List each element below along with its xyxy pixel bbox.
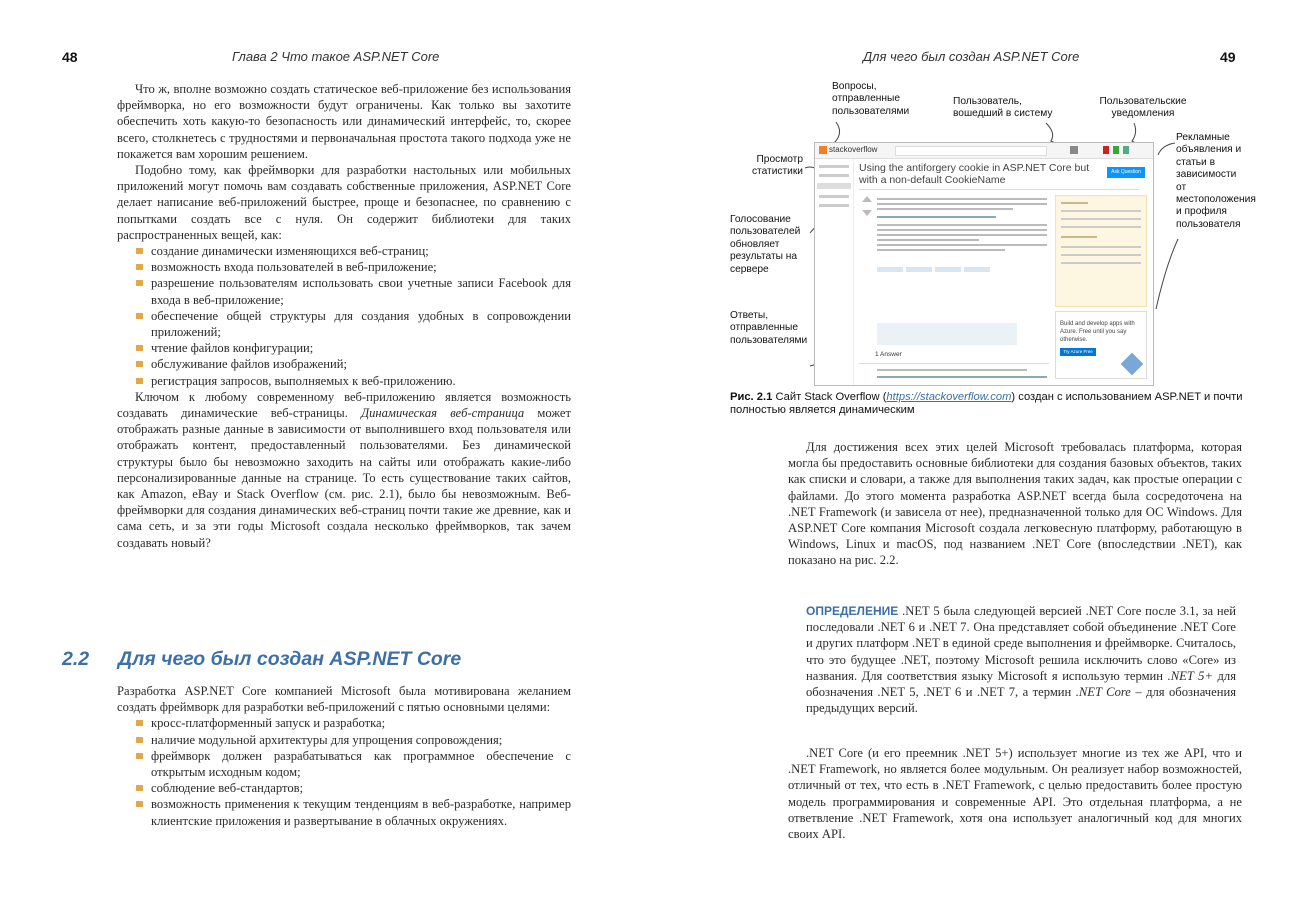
ad-button[interactable]: Try Azure Free bbox=[1060, 348, 1096, 356]
text-line bbox=[877, 249, 1005, 251]
text: может отображать разные данные в зависимости от выполнившего вход пользователя или отображать контент, предоставленный пользователями. Без динамической структуры было бы невозможно заходить на сайты или отображать какие-либо персонализированные данные на странице. То есть существование таких сайтов, как Amazon, eBay и Stack Overflow (см. рис. 2.1), было бы невозможным. Веб-фреймворки для создания динамических веб-страниц почти такие же древние, как и сама сеть, и за эти годы Microsoft создала несколько фреймворков, так зачем создавать новый? bbox=[117, 406, 571, 550]
section-heading bbox=[62, 648, 461, 671]
term: .NET 5+ bbox=[1167, 668, 1213, 683]
page-number: 49 bbox=[1220, 49, 1236, 65]
text-line bbox=[1061, 202, 1088, 204]
tag[interactable] bbox=[906, 267, 932, 272]
tag[interactable] bbox=[877, 267, 903, 272]
section-body bbox=[117, 683, 571, 829]
list-item: фреймворк должен разрабатываться как программное обеспечение с открытым исходным кодом; bbox=[135, 748, 571, 780]
search-input[interactable] bbox=[895, 146, 1047, 156]
paragraph: .NET Core (и его преемник .NET 5+) использует многие из тех же API, что и .NET Framework, но является более модульным. Он реализует набор возможностей, отличный от тех, что есть в .NET Framework, с целью предоставить более простую модель программирования и современные API. Это отдельная платформа, а не ответвление .NET Framework, хотя она использует аналогичный код для многих своих API. bbox=[788, 746, 1242, 842]
text-line bbox=[877, 198, 1047, 200]
annotation-answers: Ответы, отправленные пользователями bbox=[730, 310, 808, 346]
text-line bbox=[877, 244, 1047, 246]
bullet-list bbox=[117, 715, 571, 828]
page-number: 48 bbox=[62, 49, 78, 65]
nav-item[interactable] bbox=[819, 174, 849, 177]
list-item: чтение файлов конфигурации; bbox=[135, 340, 571, 356]
review-icon[interactable] bbox=[1123, 146, 1129, 154]
definition-text: для обозначения .NET 5, .NET 6 и .NET 7, а термин bbox=[806, 668, 1237, 700]
list-item: кросс-платформенный запуск и разработка; bbox=[135, 715, 571, 731]
list-item: наличие модульной архитектуры для упрощения сопровождения; bbox=[135, 732, 571, 748]
paragraph: Подобно тому, как фреймворки для разработки настольных или мобильных приложений могут помочь вам создавать собственные приложения, ASP.NET Core делает написание веб-приложений быстрее, проще и безопаснее, по сравнению с попытками создать все с нуля. Он содержит библиотеки для таких распространенных вещей, как: bbox=[117, 163, 571, 242]
vote-controls bbox=[862, 196, 872, 216]
list-item: регистрация запросов, выполняемых к веб-приложению. bbox=[135, 373, 571, 389]
figure-caption bbox=[730, 391, 1250, 418]
nav-item[interactable] bbox=[819, 165, 849, 168]
caption-text: Сайт Stack Overflow ( bbox=[772, 391, 887, 403]
inbox-icon[interactable] bbox=[1103, 146, 1109, 154]
text: Ключом к любому современному веб-приложению является возможность создавать динамические веб-страницы. bbox=[117, 389, 571, 421]
text-line bbox=[877, 239, 979, 241]
text-line bbox=[1061, 236, 1097, 238]
right-body bbox=[788, 439, 1242, 569]
caption-label: Рис. 2.1 bbox=[730, 391, 773, 403]
text-line bbox=[877, 208, 1013, 210]
nav-item[interactable] bbox=[819, 195, 849, 198]
text-line bbox=[1061, 254, 1141, 256]
vote-spacer bbox=[862, 202, 872, 210]
term: Динамическая веб-страница bbox=[361, 406, 525, 421]
definition-box bbox=[806, 603, 1236, 716]
annotation-questions: Вопросы, отправленные пользователями bbox=[832, 81, 910, 117]
right-page bbox=[648, 0, 1297, 922]
section-number: 2.2 bbox=[62, 648, 90, 670]
text-line bbox=[1061, 218, 1141, 220]
running-head: Глава 2 Что такое ASP.NET Core bbox=[232, 49, 440, 64]
bullet-list bbox=[117, 243, 571, 389]
link-line bbox=[877, 216, 996, 218]
annotation-notifications: Пользовательские уведомления bbox=[1099, 96, 1187, 120]
annotation-voting: Голосование пользователей обновляет результаты на сервере bbox=[730, 214, 801, 275]
left-body bbox=[117, 81, 571, 551]
text-line bbox=[1061, 262, 1141, 264]
list-item: разрешение пользователям использовать свои учетные записи Facebook для входа в веб-приложение; bbox=[135, 275, 571, 307]
list-item: соблюдение веб-стандартов; bbox=[135, 780, 571, 796]
caption-text: ) создан с использованием ASP.NET и почти полностью является динамическим bbox=[730, 391, 1243, 417]
user-card bbox=[877, 323, 1017, 345]
logo-text: stackoverflow bbox=[829, 145, 878, 154]
text-line bbox=[1061, 210, 1141, 212]
divider bbox=[859, 189, 1139, 190]
figure-2-1 bbox=[648, 75, 1297, 390]
downvote-icon[interactable] bbox=[862, 210, 872, 216]
definition-text: – для обозначения предыдущих версий. bbox=[806, 685, 1236, 716]
text-line bbox=[877, 224, 1047, 226]
list-item: возможность применения к текущим тенденциям в веб-разработке, например клиентские приложения и развертывание в облачных окружениях. bbox=[135, 796, 571, 828]
divider bbox=[859, 363, 1049, 364]
left-nav bbox=[815, 159, 854, 385]
annotation-stats: Просмотр статистики bbox=[751, 154, 803, 178]
list-item: обеспечение общей структуры для создания удобных в сопровождении приложений; bbox=[135, 308, 571, 340]
text-line bbox=[1061, 226, 1141, 228]
definition-text: .NET 5 была следующей версией .NET Core после 3.1, за ней последовали .NET 6 и .NET 7. Она представляет собой объединение .NET Core и других платформ .NET в единой среде выполнения и фреймворке. Считалось, что это будущее .NET, поэтому Microsoft решила исключить слово «Core» из названия. Для соответствия языку Microsoft я использую термин bbox=[806, 604, 1236, 683]
paragraph: Что ж, вполне возможно создать статическое веб-приложение без использования фреймворка, но его возможности будут ограничены. Как только вы захотите обеспечить хоть какую-то безопасность или динамический интерфейс, то, скорее всего, столкнетесь с трудностями и первоначальная простота такого подхода уже не покажется вам хорошим решением. bbox=[117, 82, 571, 161]
list-item: обслуживание файлов изображений; bbox=[135, 356, 571, 372]
callout-line bbox=[1158, 143, 1175, 155]
blog-sidebar bbox=[1055, 195, 1147, 307]
stackoverflow-screenshot bbox=[814, 142, 1154, 386]
code-line bbox=[877, 376, 1047, 378]
running-head: Для чего был создан ASP.NET Core bbox=[863, 49, 1080, 64]
callout-line bbox=[1156, 239, 1178, 309]
question-title[interactable]: Using the antiforgery cookie in ASP.NET Core but with a non-default CookieName bbox=[859, 162, 1090, 186]
tag[interactable] bbox=[964, 267, 990, 272]
text-line bbox=[877, 234, 1047, 236]
definition-label: ОПРЕДЕЛЕНИЕ bbox=[806, 604, 899, 618]
text-line bbox=[1061, 246, 1141, 248]
tag[interactable] bbox=[935, 267, 961, 272]
question-body bbox=[877, 195, 1047, 277]
top-bar bbox=[815, 143, 1153, 159]
text-line bbox=[877, 369, 1027, 371]
logo-icon bbox=[819, 146, 827, 154]
list-item: создание динамически изменяющихся веб-страниц; bbox=[135, 243, 571, 259]
paragraph: Разработка ASP.NET Core компанией Microsoft была мотивирована желанием создать фреймворк для разработки веб-приложений с пятью основными целями: bbox=[117, 684, 571, 715]
annotation-ads: Рекламные объявления и статьи в зависимости от местоположения и профиля пользователя bbox=[1176, 132, 1256, 230]
right-body-2 bbox=[788, 745, 1242, 842]
left-page bbox=[0, 0, 648, 922]
ad-text: Build and develop apps with Azure. Free until you say otherwise. bbox=[1060, 321, 1135, 343]
term: .NET Core bbox=[1075, 685, 1131, 700]
ad-panel[interactable] bbox=[1055, 311, 1147, 379]
text-line bbox=[877, 203, 1047, 205]
caption-link[interactable]: https://stackoverflow.com bbox=[886, 391, 1012, 403]
ask-question-button[interactable]: Ask Question bbox=[1107, 167, 1145, 178]
section-title: Для чего был создан ASP.NET Core bbox=[118, 648, 462, 670]
paragraph: Для достижения всех этих целей Microsoft требовалась платформа, которая могла бы предоставить основные библиотеки для создания базовых объектов, таких как списки и словари, а также для выполнения таких задач, как простые операции с файлами. До этого момента разработка ASP.NET всегда была сосредоточена на .NET Framework (и зависела от нее), предназначенной только для ОС Windows. Для ASP.NET Core компания Microsoft создала легковесную платформу, работающую в Windows, Linux и macOS, под названием .NET Core (впоследствии .NET), как показано на рис. 2.2. bbox=[788, 440, 1242, 568]
achievements-icon[interactable] bbox=[1113, 146, 1119, 154]
cube-graphic bbox=[1121, 353, 1144, 376]
avatar[interactable] bbox=[1070, 146, 1078, 154]
list-item: возможность входа пользователей в веб-приложение; bbox=[135, 259, 571, 275]
annotation-logged-user: Пользователь, вошедший в систему bbox=[953, 96, 1053, 120]
text-line bbox=[877, 229, 1047, 231]
nav-item-active[interactable] bbox=[817, 183, 851, 189]
answer-heading: 1 Answer bbox=[875, 351, 902, 358]
paragraph bbox=[117, 389, 571, 551]
nav-item[interactable] bbox=[819, 204, 849, 207]
tag-row bbox=[877, 259, 1047, 277]
